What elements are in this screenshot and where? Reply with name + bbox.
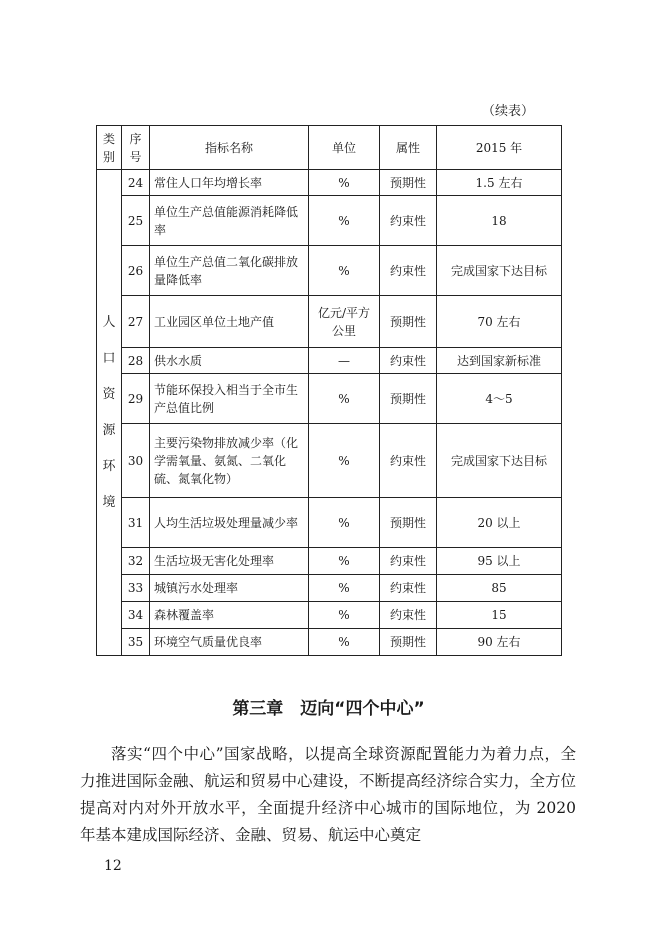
indicator-table [96,125,562,656]
table-row [97,196,562,246]
row-unit: % [309,374,380,424]
table-row [97,374,562,424]
table-row [97,424,562,498]
row-value: 1.5 左右 [437,170,562,196]
row-number: 29 [122,374,150,424]
table-row [97,575,562,602]
row-attribute: 约束性 [380,548,437,575]
table-row [97,246,562,296]
row-name: 环境空气质量优良率 [150,629,309,656]
row-name: 常住人口年均增长率 [150,170,309,196]
row-attribute: 约束性 [380,246,437,296]
body-paragraph: 落实“四个中心”国家战略，以提高全球资源配置能力为着力点，全力推进国际金融、航运和贸易中心建设，不断提高经济综合实力，全方位提高对内对外开放水平，全面提升经济中心城市的国际地位，为 2020 年基本建成国际经济、金融、贸易、航运中心奠定 [80,745,577,844]
header-attribute: 属性 [380,126,437,170]
continued-note: （续表） [482,104,535,119]
row-number: 33 [122,575,150,602]
row-value: 90 左右 [437,629,562,656]
row-name: 森林覆盖率 [150,602,309,629]
row-name: 人均生活垃圾处理量减少率 [150,498,309,548]
row-unit: % [309,170,380,196]
row-value: 达到国家新标准 [437,348,562,374]
row-attribute: 约束性 [380,196,437,246]
row-number: 32 [122,548,150,575]
row-unit: % [309,424,380,498]
row-attribute: 预期性 [380,296,437,348]
row-attribute: 预期性 [380,170,437,196]
row-attribute: 约束性 [380,575,437,602]
page-number: 12 [104,858,122,874]
row-attribute: 约束性 [380,602,437,629]
table-row [97,602,562,629]
category-cell: 人口资源环境 [97,170,122,656]
row-number: 24 [122,170,150,196]
row-value: 完成国家下达目标 [437,424,562,498]
row-attribute: 预期性 [380,498,437,548]
row-unit: % [309,196,380,246]
header-number: 序号 [122,126,150,170]
header-year-2015: 2015 年 [437,126,562,170]
row-value: 85 [437,575,562,602]
header-category: 类别 [97,126,122,170]
row-value: 15 [437,602,562,629]
row-name: 工业园区单位土地产值 [150,296,309,348]
row-number: 35 [122,629,150,656]
row-number: 25 [122,196,150,246]
row-name: 单位生产总值二氧化碳排放量降低率 [150,246,309,296]
table-header-row [97,126,562,170]
header-indicator-name: 指标名称 [150,126,309,170]
row-unit: % [309,246,380,296]
row-unit: % [309,548,380,575]
table-row [97,348,562,374]
row-name: 主要污染物排放减少率（化学需氧量、氨氮、二氧化硫、氮氧化物） [150,424,309,498]
row-attribute: 预期性 [380,374,437,424]
row-unit: % [309,629,380,656]
table-row [97,296,562,348]
row-unit: % [309,602,380,629]
header-unit: 单位 [309,126,380,170]
row-value: 完成国家下达目标 [437,246,562,296]
row-attribute: 约束性 [380,348,437,374]
table-row [97,498,562,548]
row-number: 27 [122,296,150,348]
row-attribute: 预期性 [380,629,437,656]
row-number: 26 [122,246,150,296]
row-unit: % [309,498,380,548]
row-unit: — [309,348,380,374]
table-row [97,548,562,575]
row-value: 4～5 [437,374,562,424]
row-value: 95 以上 [437,548,562,575]
row-name: 节能环保投入相当于全市生产总值比例 [150,374,309,424]
row-value: 20 以上 [437,498,562,548]
table-row [97,170,562,196]
row-name: 生活垃圾无害化处理率 [150,548,309,575]
row-number: 28 [122,348,150,374]
row-number: 31 [122,498,150,548]
row-name: 供水水质 [150,348,309,374]
row-number: 34 [122,602,150,629]
row-unit: 亿元/平方公里 [309,296,380,348]
row-value: 70 左右 [437,296,562,348]
row-name: 城镇污水处理率 [150,575,309,602]
row-number: 30 [122,424,150,498]
row-attribute: 约束性 [380,424,437,498]
row-name: 单位生产总值能源消耗降低率 [150,196,309,246]
table-row [97,629,562,656]
chapter-title: 第三章 迈向“四个中心” [232,699,425,719]
row-value: 18 [437,196,562,246]
row-unit: % [309,575,380,602]
